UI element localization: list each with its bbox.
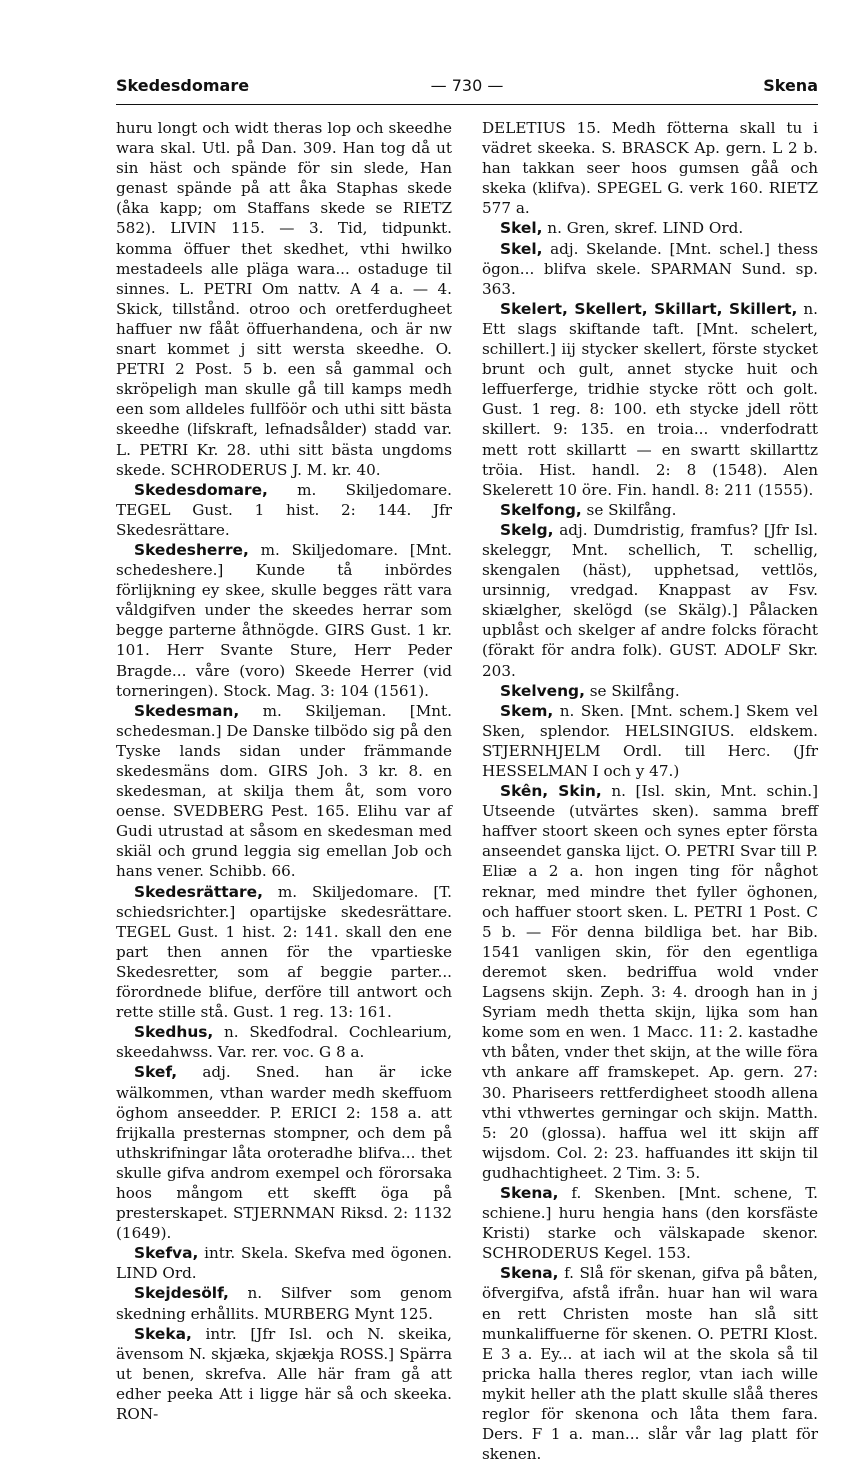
entry-headword: Skef, [134, 1063, 178, 1082]
dictionary-entry [482, 781, 818, 1183]
entry-text: m. Skiljeman. [Mnt. schedesman.] De Danske tilbödo sig på den Tyske lands sidan under främmande skedesmäns dom. GIRS Joh. 3 kr. 8. en skedesman, at skilja them åt, som voro oense. SVEDBERG Pest. 165. Elihu var af Gudi utrustad at såsom en skedesman med skiäl och grund leggia sig emellan Job och hans vener. Schibb. 66. [116, 701, 452, 881]
right-column [482, 118, 818, 1464]
entry-headword: Skelg, [500, 520, 554, 539]
entry-text: adj. Skelande. [Mnt. schel.] thess ögon... blifva skele. SPARMAN Sund. sp. 363. [482, 239, 818, 298]
entry-text: intr. [Jfr Isl. och N. skeika, ävensom N. skjæka, skjækja ROSS.] Spärra ut benen, skrefva. Alle här fram gå att edher peeka Att i ligge här så och skeeka. RON- [116, 1324, 452, 1423]
header-last-word: Skena [763, 76, 818, 95]
dictionary-entry [116, 480, 452, 540]
entry-text: n. Gren, skref. LIND Ord. [542, 219, 744, 238]
dictionary-entry [482, 500, 818, 520]
entry-headword: Skel, [500, 239, 543, 258]
entry-headword: Skedesrättare, [134, 882, 263, 901]
dictionary-entry [116, 118, 452, 480]
entry-text: adj. Sned. han är icke wälkommen, vthan warder medh skeffuom öghom anseedder. P. ERICI 2: 158 a. att frijkalla presternas stompner, och dem på uthskrifningar låta oroteradhe blifva... thet skulle gifva androm exempel och förorsaka hoos mångom ett skefft öga på presterskapet. STJERNMAN Riksd. 2: 1132 (1649). [116, 1063, 452, 1243]
dictionary-entry [482, 520, 818, 681]
entry-headword: Skedesherre, [134, 540, 249, 559]
entry-text: n. Ett slags skiftande taft. [Mnt. schelert, schillert.] iij stycker skellert, förste stycket brunt och gult, annet stycke huit och leffuerferge, tridhie stycke rött och golt. Gust. 1 reg. 8: 100. eth stycke jdell rött skillert. 9: 135. en troia... vnderfodratt mett rott skillartt — en swartt skillarttz tröia. Hist. handl. 2: 8 (1548). Alen Skelerett 10 öre. Fin. handl. 8: 211 (1555). [482, 299, 818, 499]
dictionary-entry [482, 1183, 818, 1263]
left-column [116, 118, 452, 1424]
entry-text: f. Skenben. [Mnt. schene, T. schiene.] huru hengia hans (den korsfäste Kristi) starke och välskapade skenor. SCHRODERUS Kegel. 153. [482, 1183, 818, 1263]
dictionary-entry [116, 701, 452, 882]
dictionary-entry [116, 1324, 452, 1424]
header-divider [116, 104, 818, 105]
entry-headword: Skejdesölf, [134, 1284, 229, 1303]
entry-text: m. Skiljedomare. [T. schiedsrichter.] opartijske skedesrättare. TEGEL Gust. 1 hist. 2: 141. skall den ene part then annen för the vpartieske Skedesretter, som af beggie parter... förordnede blifue, derföre till antwort och rette stille stå. Gust. 1 reg. 13: 161. [116, 882, 452, 1022]
dictionary-entry [116, 1283, 452, 1323]
page-number: — 730 — [430, 76, 504, 95]
entry-text: n. Skedfodral. Cochlearium, skeedahwss. Var. rer. voc. G 8 a. [116, 1023, 452, 1062]
running-header [116, 76, 818, 102]
dictionary-entry [116, 1062, 452, 1243]
dictionary-entry [482, 1263, 818, 1464]
entry-headword: Skedesman, [134, 701, 240, 720]
entry-headword: Skem, [500, 701, 554, 720]
dictionary-entry [482, 118, 818, 218]
dictionary-entry [116, 882, 452, 1023]
dictionary-entry [116, 1022, 452, 1062]
dictionary-entry [482, 299, 818, 500]
entry-headword: Skedesdomare, [134, 480, 268, 499]
entry-text: m. Skiljedomare. [Mnt. schedeshere.] Kunde tå inbördes förlijkning ey skee, skulle begges rätt vara våldgifven under the skeedes herrar som begge parterne åthnögde. GIRS Gust. 1 kr. 101. Herr Svante Sture, Herr Peder Bragde... våre (voro) Skeede Herrer (vid torneringen). Stock. Mag. 3: 104 (1561). [116, 540, 452, 700]
entry-headword: Skên, Skin, [500, 782, 602, 801]
dictionary-entry [116, 1243, 452, 1283]
entry-text: adj. Dumdristig, framfus? [Jfr Isl. skeleggr, Mnt. schellich, T. schellig, skengalen (häst), upphetsad, vettlös, ursinnig, vredgad. Knappast av Fsv. skiælgher, skelögd (se Skälg).] Pålacken upblåst och skelger af andre folcks föracht (förakt för andra folk). GUST. ADOLF Skr. 203. [482, 520, 818, 680]
dictionary-entry [116, 540, 452, 701]
entry-text: n. Silfver som genom skedning erhållits. MURBERG Mynt 125. [116, 1284, 452, 1323]
entry-headword: Skedhus, [134, 1023, 214, 1042]
dictionary-entry [482, 218, 818, 238]
entry-text: DELETIUS 15. Medh fötterna skall tu i vädret skeeka. S. BRASCK Ap. gern. L 2 b. han takkan seer hoos gumsen gåå och skeka (klifva). SPEGEL G. verk 160. RIETZ 577 a. [482, 119, 818, 218]
entry-text: n. Sken. [Mnt. schem.] Skem vel Sken, splendor. HELSINGIUS. eldskem. STJERNHJELM Ordl. till Herc. (Jfr HESSELMAN I och y 47.) [482, 701, 818, 780]
entry-headword: Skena, [500, 1264, 559, 1283]
entry-text: f. Slå för skenan, gifva på båten, öfvergifva, afstå ifrån. huar han wil wara en rett Christen moste han slå sitt munkaliffuerne för skenen. O. PETRI Klost. E 3 a. Ey... at iach wil at the skola så til pricka halla theres reglor, vtan iach wille mykit heller ath the platt skulle slåå theres reglor för skenona och låta them fara. Ders. F 1 a. man... slår vår lag platt för skenen. [482, 1264, 818, 1464]
entry-text: se Skilfång. [584, 681, 680, 700]
entry-headword: Skelveng, [500, 681, 585, 700]
dictionary-entry [482, 681, 818, 701]
entry-text: m. Skiljedomare. TEGEL Gust. 1 hist. 2: 144. Jfr Skedesrättare. [116, 480, 452, 539]
entry-headword: Skel, [500, 219, 543, 238]
dictionary-entry [482, 239, 818, 299]
entry-text: huru longt och widt theras lop och skeedhe wara skal. Utl. på Dan. 309. Han tog då ut sin häst och spände för sin slede, Han genast spände på att åka Staphas skede (åka kapp; om Staffans skede se RIETZ 582). LIVIN 115. — 3. Tid, tidpunkt. komma öffuer thet skedhet, vthi hwilko mestadeels alle pläga wara... ostaduge til sinnes. L. PETRI Om nattv. A 4 a. — 4. Skick, tillstånd. otroo och oretferdugheet haffuer nw fååt öffuerhandena, och är nw snart kommet j sitt wersta skeedhe. O. PETRI 2 Post. 5 b. een så gammal och skröpeligh man skulle gå till kamps medh een som alldeles fullföör och uthi sitt bästa skeedhe (lifskraft, lefnadsålder) stadd var. L. PETRI Kr. 28. uthi sitt bästa ungdoms skede. SCHRODERUS J. M. kr. 40. [116, 119, 452, 479]
entry-headword: Skelert, Skellert, Skillart, Skillert, [500, 299, 798, 318]
dictionary-entry [482, 701, 818, 781]
entry-headword: Skefva, [134, 1244, 199, 1263]
entry-headword: Skeka, [134, 1324, 192, 1343]
entry-text: se Skilfång. [581, 500, 677, 519]
entry-text: intr. Skela. Skefva med ögonen. LIND Ord. [116, 1244, 452, 1283]
entry-headword: Skelfong, [500, 500, 582, 519]
entry-headword: Skena, [500, 1183, 559, 1202]
header-first-word: Skedesdomare [116, 76, 250, 95]
entry-text: n. [Isl. skin, Mnt. schin.] Utseende (utvärtes sken). samma breff haffver stoort skeen och synes epter första anseendet ganska lijct. O. PETRI Svar till P. Eliæ a 2 a. hon ingen ting för någhot reknar, med mindre thet fyller öghonen, och haffuer stoort sken. L. PETRI 1 Post. C 5 b. — För denna bildliga bet. har Bib. 1541 vanligen skin, för den egentliga deremot sken. bedriffua wold vnder Lagsens skijn. Zeph. 3: 4. droogh han in j Syriam medh thetta skijn, lijka som han kome som en wen. 1 Macc. 11: 2. kastadhe vth båten, vnder thet skijn, at the wille föra vth ankare aff framskepet. Ap. gern. 27: 30. Phariseers rettferdigheet stoodh allena vthi vthwertes gerningar och skijn. Matth. 5: 20 (glossa). haffua wel itt skijn aff wijsdom. Col. 2: 23. haffuandes itt skijn til gudhachtigheet. 2 Tim. 3: 5. [482, 782, 818, 1182]
